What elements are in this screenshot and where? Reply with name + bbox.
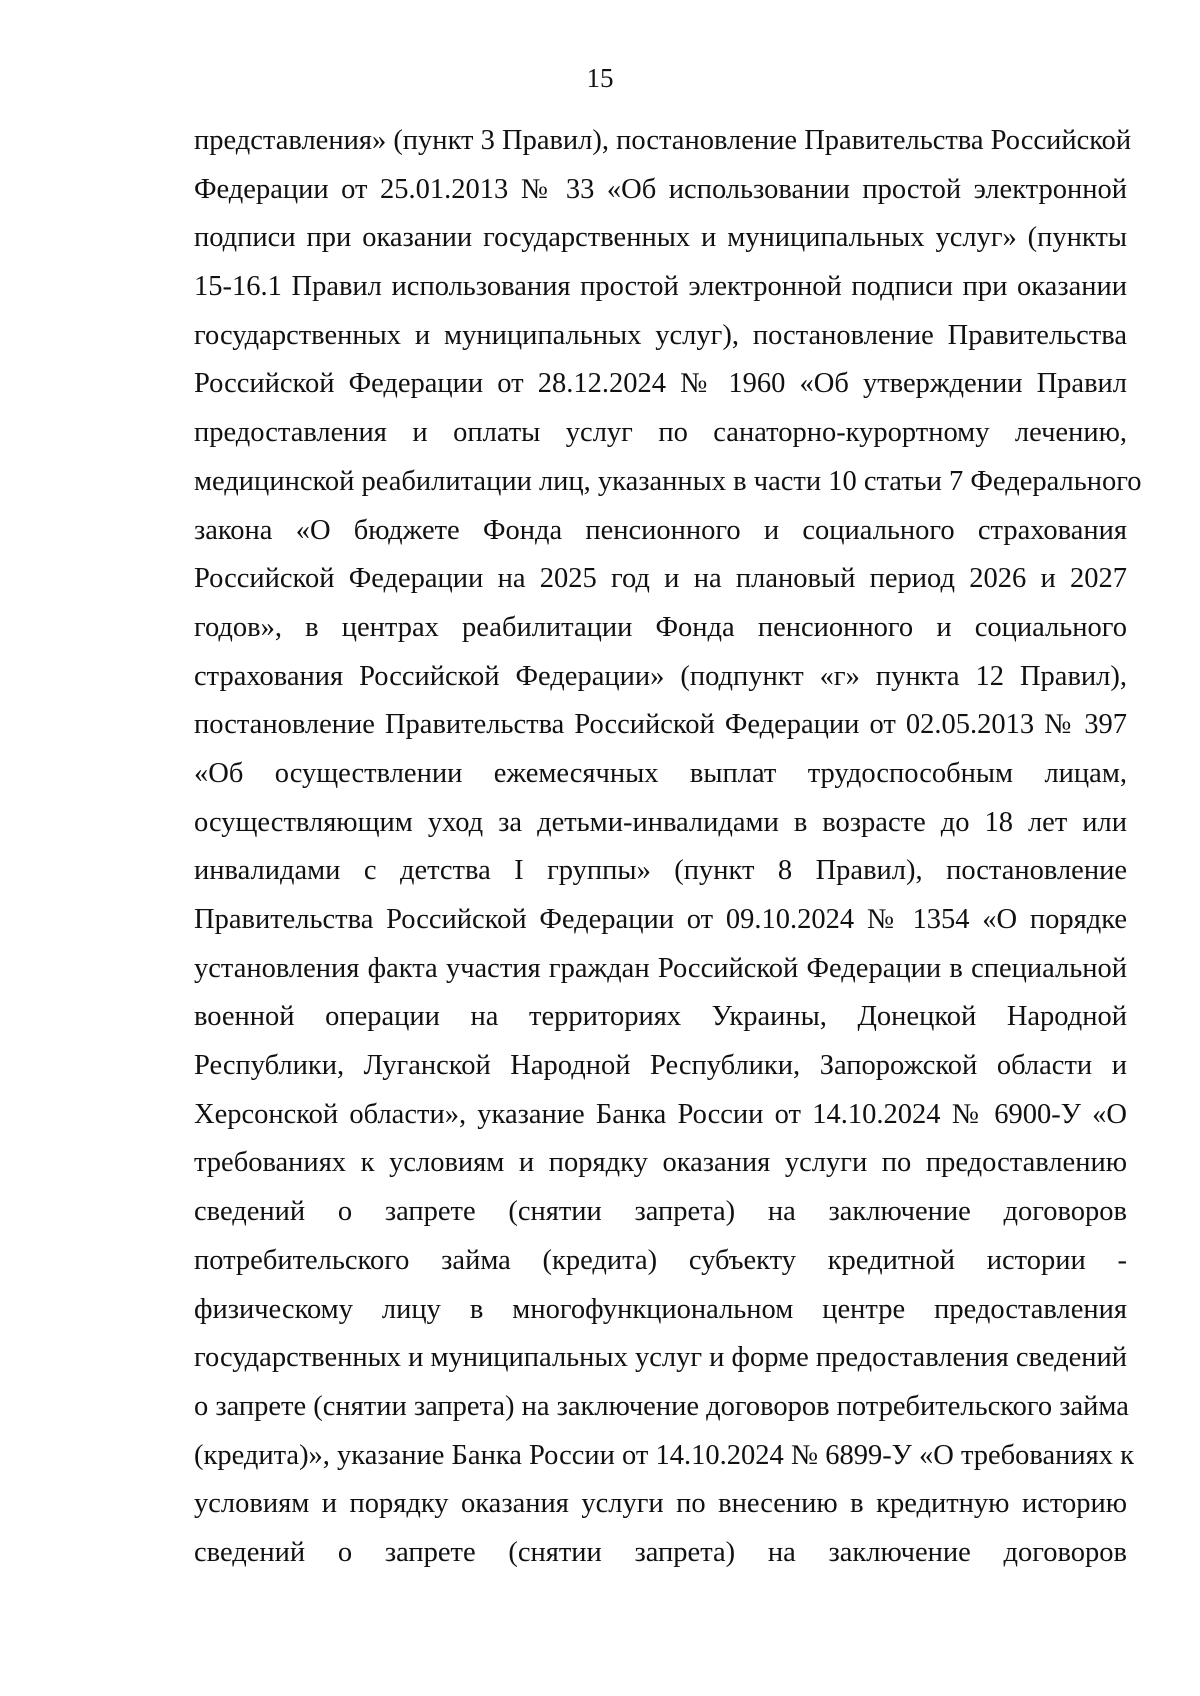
page-number: 15	[586, 63, 614, 93]
text-line: о запрете (снятии запрета) на заключение договоров потребительского займа	[194, 1390, 1129, 1422]
text-line: годов», в центрах реабилитации Фонда пенсионного и социального	[194, 611, 1127, 643]
text-line: страхования Российской Федерации» (подпункт «г» пункта 12 Правил),	[194, 660, 1127, 692]
text-line: государственных и муниципальных услуг и форме предоставления сведений	[194, 1342, 1128, 1374]
text-line: Херсонской области», указание Банка России от 14.10.2024 № 6900-У «О	[194, 1098, 1127, 1130]
text-line: государственных и муниципальных услуг), постановление Правительства	[194, 319, 1127, 351]
text-line: установления факта участия граждан Российской Федерации в специальной	[194, 952, 1127, 984]
text-line: медицинской реабилитации лиц, указанных в части 10 статьи 7 Федерального	[194, 465, 1142, 497]
text-line: военной операции на территориях Украины, Донецкой Народной	[194, 1001, 1127, 1033]
text-line: условиям и порядку оказания услуги по внесению в кредитную историю	[194, 1488, 1127, 1520]
text-line: Российской Федерации от 28.12.2024 № 1960 «Об утверждении Правил	[194, 368, 1127, 400]
document-body	[194, 117, 1142, 1578]
text-line: постановление Правительства Российской Федерации от 02.05.2013 № 397	[194, 709, 1127, 741]
text-line: сведений о запрете (снятии запрета) на заключение договоров	[194, 1196, 1127, 1228]
text-line: предоставления и оплаты услуг по санаторно-курортному лечению,	[194, 417, 1127, 449]
text-line: физическому лицу в многофункциональном центре предоставления	[194, 1293, 1127, 1325]
text-line: Федерации от 25.01.2013 № 33 «Об использовании простой электронной	[194, 173, 1127, 205]
text-line: Российской Федерации на 2025 год и на плановый период 2026 и 2027	[194, 563, 1127, 595]
text-line: 15-16.1 Правил использования простой электронной подписи при оказании	[194, 271, 1127, 303]
text-line: «Об осуществлении ежемесячных выплат трудоспособным лицам,	[194, 757, 1127, 789]
text-line: Правительства Российской Федерации от 09.10.2024 № 1354 «О порядке	[194, 904, 1127, 935]
text-line: подписи при оказании государственных и муниципальных услуг» (пункты	[194, 222, 1127, 254]
text-line: (кредита)», указание Банка России от 14.10.2024 № 6899-У «О требованиях к	[194, 1439, 1134, 1471]
text-line: инвалидами с детства I группы» (пункт 8 Правил), постановление	[194, 855, 1127, 887]
text-line: представления» (пункт 3 Правил), постановление Правительства Российской	[194, 125, 1132, 156]
text-line: осуществляющим уход за детьми-инвалидами в возрасте до 18 лет или	[194, 806, 1127, 838]
text-line: сведений о запрете (снятии запрета) на заключение договоров	[194, 1536, 1127, 1568]
text-line: Республики, Луганской Народной Республики, Запорожской области и	[194, 1050, 1127, 1082]
text-line: потребительского займа (кредита) субъекту кредитной истории -	[194, 1244, 1127, 1276]
text-line: закона «О бюджете Фонда пенсионного и социального страхования	[194, 514, 1127, 546]
text-line: требованиях к условиям и порядку оказания услуги по предоставлению	[194, 1147, 1127, 1179]
